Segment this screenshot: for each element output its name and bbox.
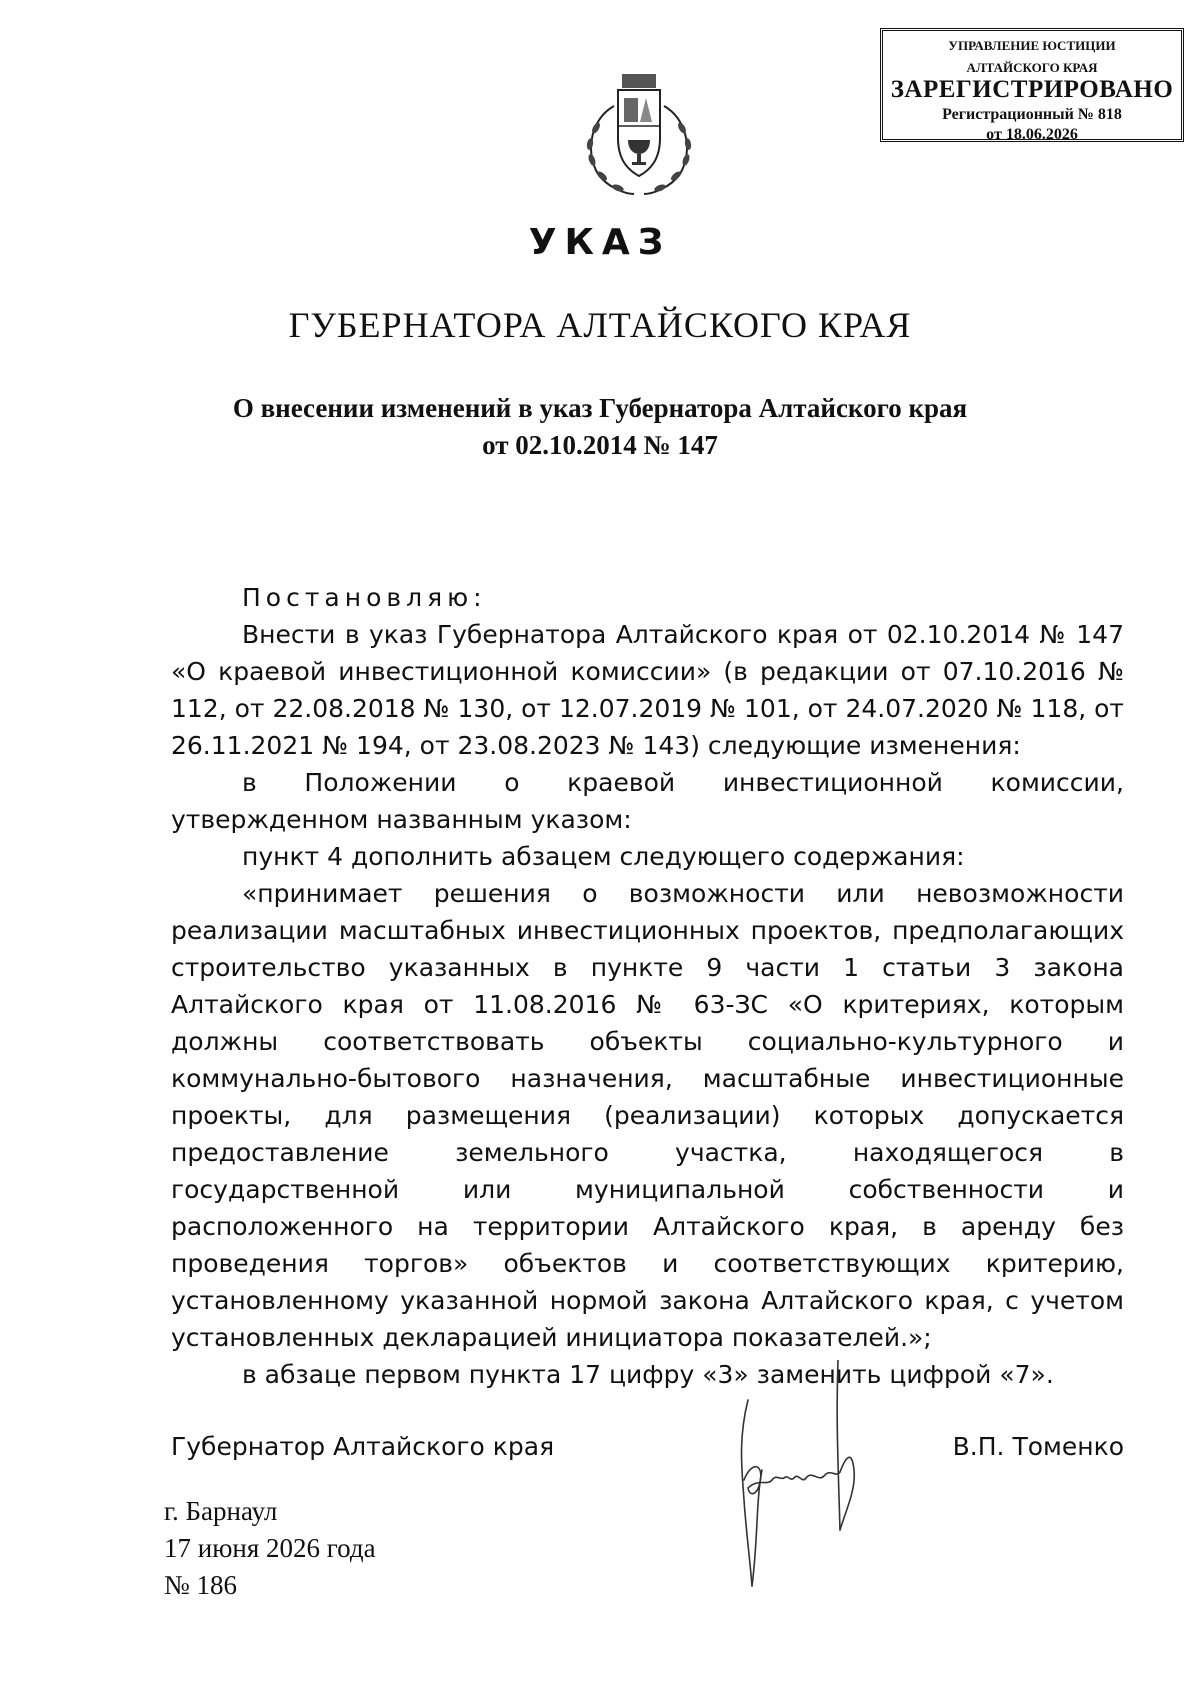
- place-date-number: [164, 1493, 376, 1604]
- stamp-registration-date: от 18.06.2026: [986, 126, 1078, 143]
- decree-number: № 186: [164, 1570, 238, 1600]
- decree-word: Постановляю:: [242, 583, 487, 612]
- handwritten-signature-icon: [728, 1360, 868, 1590]
- decree-date: 17 июня 2026 года: [164, 1533, 376, 1563]
- stamp-organization-line1: УПРАВЛЕНИЕ ЮСТИЦИИ: [948, 38, 1116, 53]
- body-paragraph-5: в абзаце первом пункта 17 цифру «3» заменить цифрой «7».: [242, 1360, 1054, 1389]
- place-city: г. Барнаул: [164, 1496, 278, 1526]
- body-paragraph-2: в Положении о краевой инвестиционной комиссии, утвержденном названным указом:: [171, 768, 1124, 834]
- body-paragraph-4: «принимает решения о возможности или невозможности реализации масштабных инвестиционных проектов, предполагающих строительство указанных в пункте 9 части 1 статьи 3 закона Алтайского края от 11.08.2016 № 63-ЗС «О критериях, которым должны соответствовать объекты социально-культурного и коммунально-бытового назначения, масштабные инвестиционные проекты, для размещения (реализации) которых допускается предоставление земельного участка, находящегося в государственной или муниципальной собственности и расположенного на территории Алтайского края, в аренду без проведения торгов» объектов и соответствующих критерию, установленному указанной нормой закона Алтайского края, с учетом установленных декларацией инициатора показателей.»;: [171, 879, 1124, 1352]
- signatory-position: Губернатор Алтайского края: [171, 1432, 555, 1461]
- issuer: ГУБЕРНАТОРА АЛТАЙСКОГО КРАЯ: [288, 305, 912, 345]
- registration-stamp: [880, 28, 1184, 142]
- signatory-name: В.П. Томенко: [952, 1432, 1124, 1461]
- stamp-status: ЗАРЕГИСТРИРОВАНО: [890, 76, 1174, 103]
- document-body: [171, 579, 1124, 1393]
- body-paragraph-1: Внести в указ Губернатора Алтайского края от 02.10.2014 № 147 «О краевой инвестиционной комиссии» (в редакции от 07.10.2016 № 112, от 22.08.2018 № 130, от 12.07.2019 № 101, от 24.07.2020 № 118, от 26.11.2021 № 194, от 23.08.2023 № 143) следующие изменения:: [171, 620, 1124, 760]
- document-title: [0, 390, 1200, 464]
- document-type: УКАЗ: [528, 222, 672, 263]
- signature-block: [171, 1432, 1124, 1472]
- altai-krai-coat-of-arms-icon: [574, 68, 704, 200]
- title-line-2: от 02.10.2014 № 147: [482, 430, 718, 460]
- body-paragraph-3: пункт 4 дополнить абзацем следующего содержания:: [242, 842, 965, 871]
- title-line-1: О внесении изменений в указ Губернатора Алтайского края: [232, 393, 968, 423]
- stamp-registration-number: Регистрационный № 818: [942, 106, 1122, 123]
- stamp-organization-line2: АЛТАЙСКОГО КРАЯ: [966, 60, 1098, 75]
